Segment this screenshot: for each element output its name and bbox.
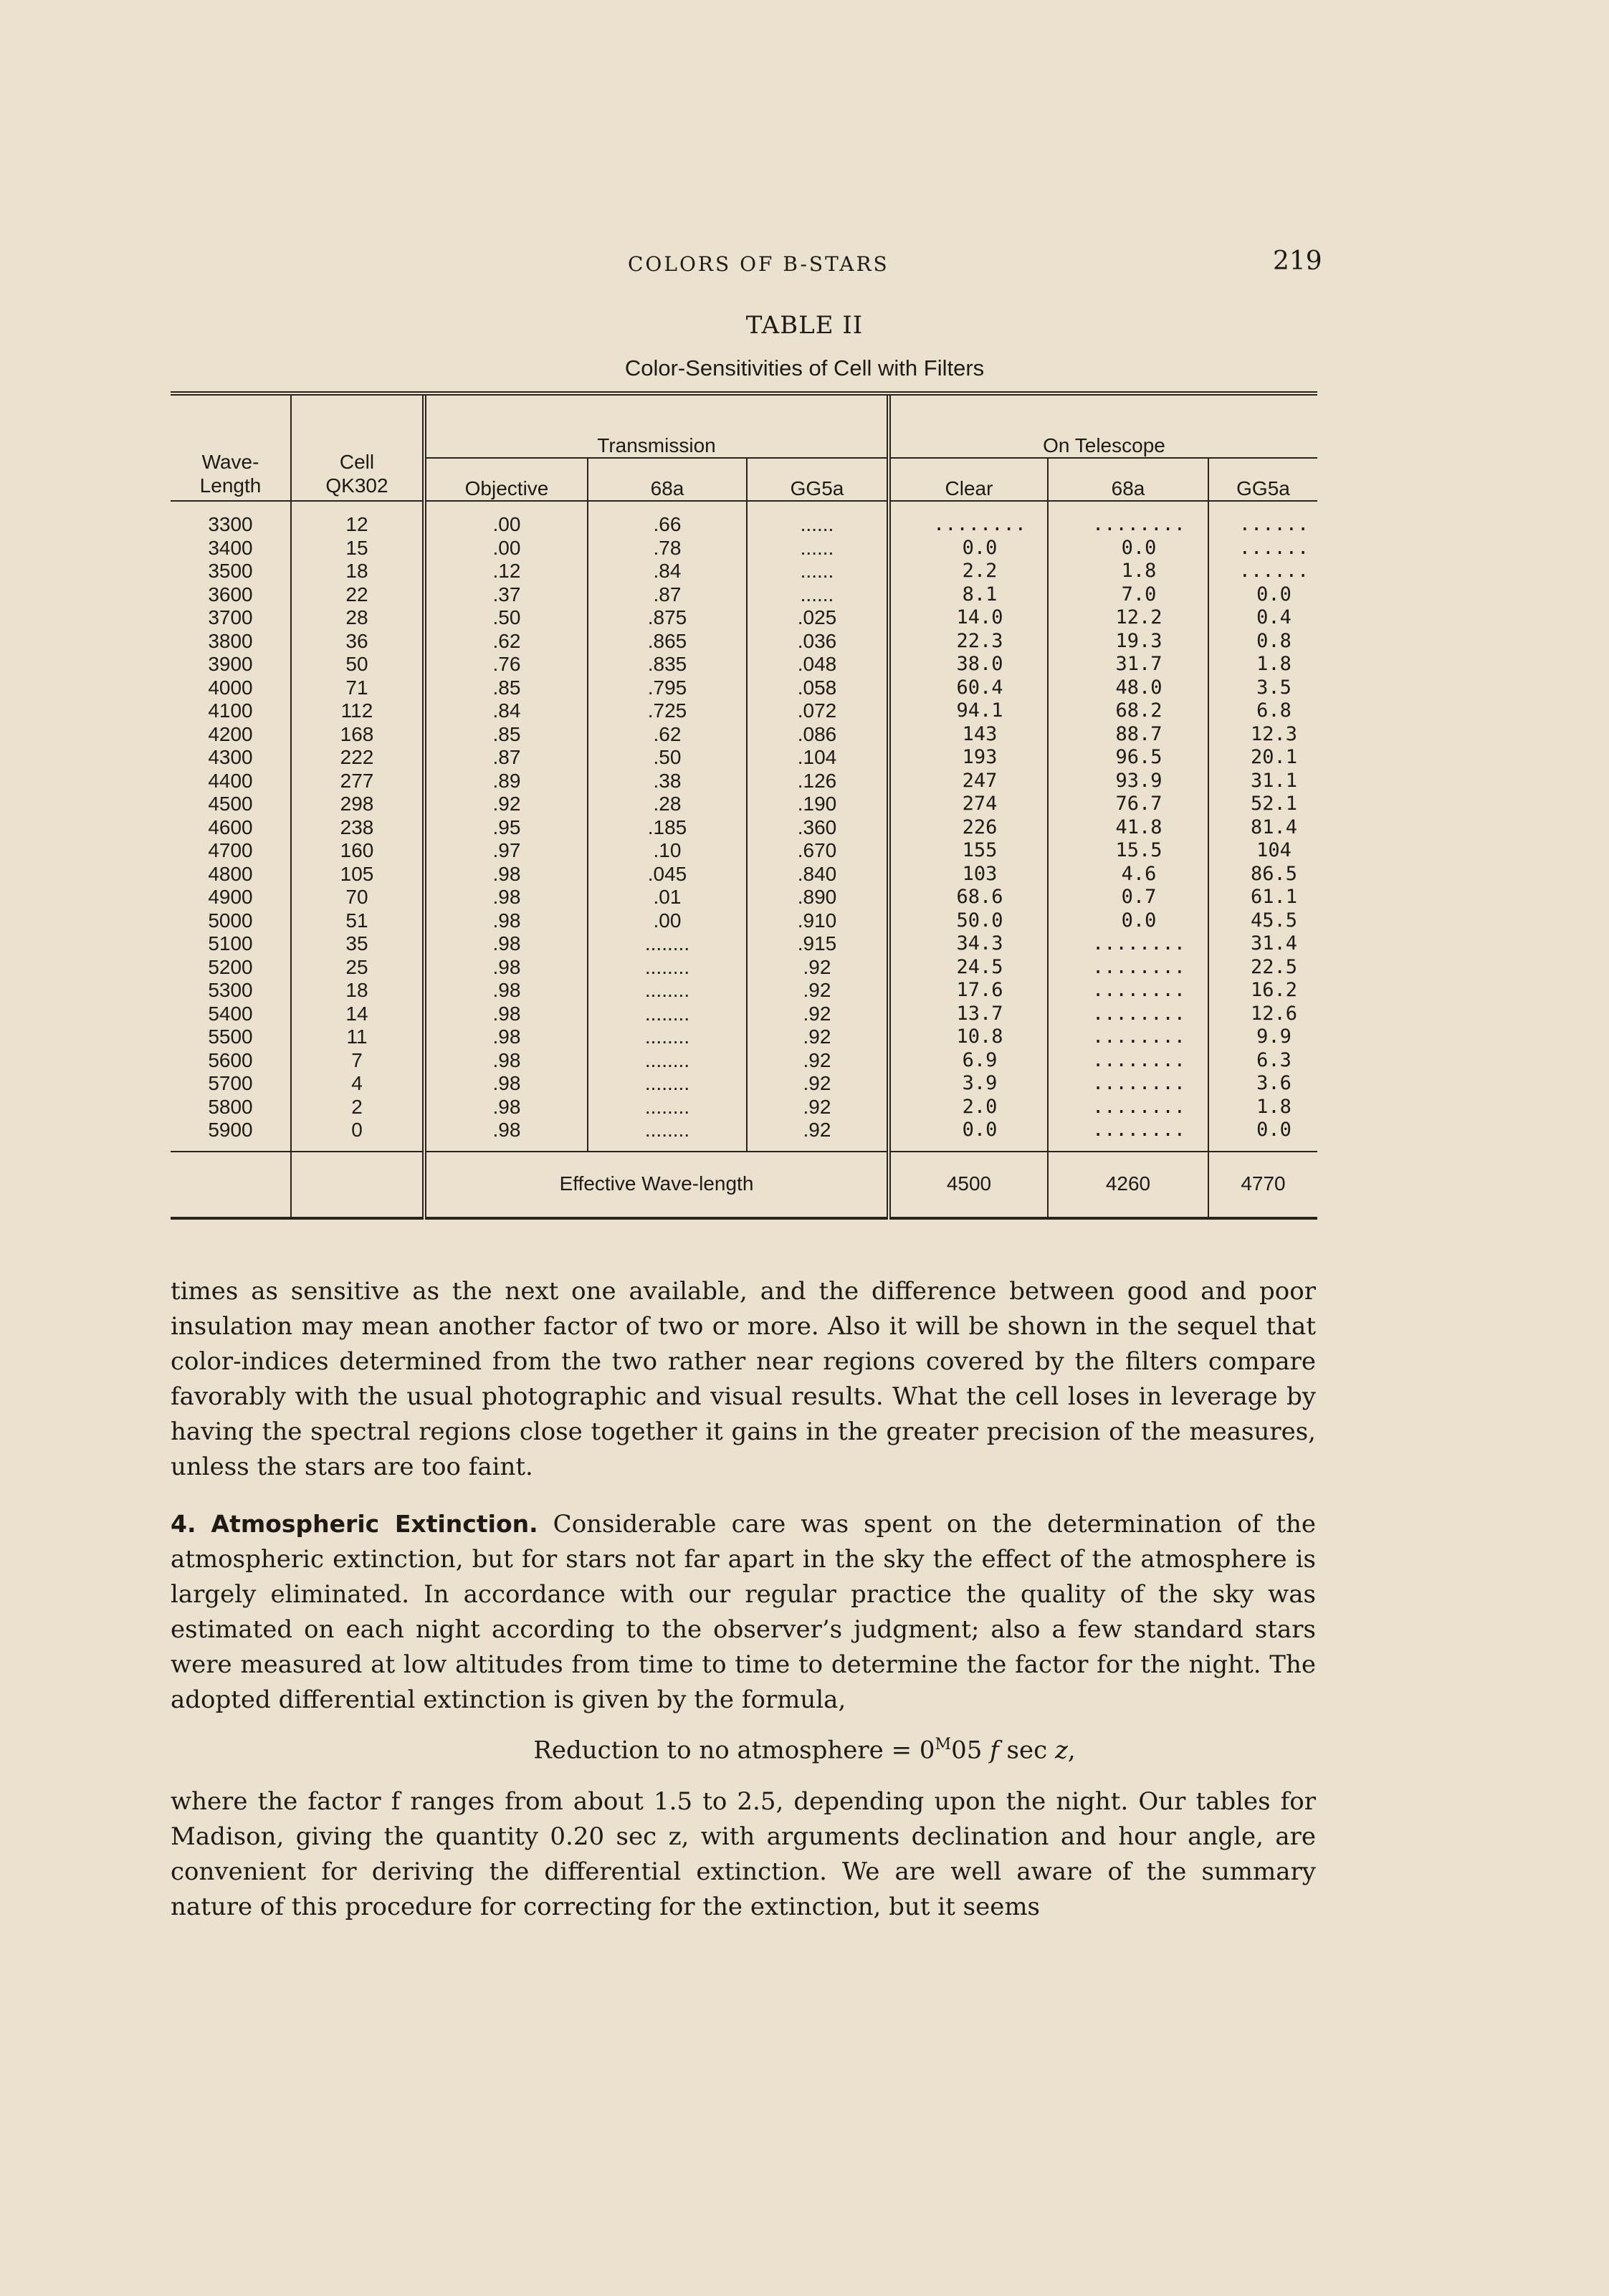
table-cell: .126 [747, 770, 889, 793]
table-cell: 5200 [208, 955, 253, 978]
table-cell: 22.3 [889, 630, 1048, 654]
table-cell: ........ [588, 956, 747, 980]
table-cell: 12.6 [1208, 1003, 1317, 1026]
table-cell: 60.4 [889, 676, 1048, 700]
table-cell: ........ [1048, 1119, 1208, 1152]
table-cell: 3800 [208, 629, 253, 652]
table-row [171, 839, 1317, 863]
table-cell: 0.0 [1208, 1119, 1317, 1152]
table-cell: ...... [747, 537, 889, 560]
paragraph-2-text: Considerable care was spent on the determination of the atmospheric extinction, but for stars not far apart in the sky the effect of the atmosphere is largely eliminated. In accordance with our regular practice the quality of the sky was estimated on each night according to the observer’s judgment; also a few standard stars were measured at low altitudes from time to time to determine the factor for the night. The adopted differential extinction is given by the formula, [171, 1510, 1317, 1714]
table-cell: 0.0 [1048, 537, 1208, 560]
table-cell: 112 [291, 699, 424, 723]
table-cell: 4700 [208, 839, 253, 861]
table-row [171, 537, 1317, 560]
table-cell: .92 [747, 1119, 889, 1152]
table-row [171, 630, 1317, 654]
table-cell: 71 [291, 676, 424, 700]
table-cell: 48.0 [1048, 676, 1208, 700]
table-cell: 3600 [208, 583, 253, 606]
table-cell: 6.9 [889, 1049, 1048, 1073]
table-cell: .98 [424, 1119, 588, 1152]
table-cell: ...... [747, 583, 889, 607]
table-cell: 4500 [208, 793, 253, 815]
table-cell: .190 [747, 793, 889, 816]
table-cell: 5600 [208, 1048, 253, 1071]
table-cell: 226 [889, 816, 1048, 840]
effective-blank-1 [171, 1152, 291, 1218]
table-row [171, 932, 1317, 956]
table-cell: 20.1 [1208, 746, 1317, 770]
table-cell: 4400 [208, 769, 253, 792]
table-cell: .66 [588, 501, 747, 537]
table-cell: 5400 [208, 1002, 253, 1025]
table-cell: .92 [747, 1025, 889, 1049]
table-row [171, 606, 1317, 630]
effective-gg5a: 4770 [1208, 1152, 1317, 1218]
table-cell: .795 [588, 676, 747, 700]
header-clear: Clear [889, 458, 1048, 501]
table-cell: 7.0 [1048, 583, 1208, 607]
table-cell: 11 [291, 1025, 424, 1049]
running-head: COLORS OF B-STARS [628, 252, 889, 276]
effective-wavelength-label: Effective Wave-length [424, 1152, 889, 1218]
table-cell: 36 [291, 630, 424, 654]
table-cell: 52.1 [1208, 793, 1317, 816]
table-cell: .360 [747, 816, 889, 840]
table-cell: .87 [588, 583, 747, 607]
table-row [171, 1025, 1317, 1049]
table-cell: .98 [424, 1003, 588, 1026]
table-cell: ........ [588, 1003, 747, 1026]
table-cell: 61.1 [1208, 886, 1317, 909]
table-cell: .840 [747, 863, 889, 886]
table-cell: .01 [588, 886, 747, 909]
table-cell: ........ [588, 1072, 747, 1096]
table-cell: .95 [424, 816, 588, 840]
table-row [171, 1049, 1317, 1073]
table-cell: 28 [291, 606, 424, 630]
table-cell: ........ [889, 501, 1048, 537]
table-cell: 0.0 [1048, 909, 1208, 933]
table-cell: 34.3 [889, 932, 1048, 956]
table-cell: .00 [424, 501, 588, 537]
table-cell: 16.2 [1208, 979, 1317, 1003]
header-objective: Objective [424, 458, 588, 501]
table-row [171, 501, 1317, 537]
table-cell: 18 [291, 979, 424, 1003]
header-gg5a: GG5a [747, 458, 889, 501]
table-cell: 0.0 [889, 1119, 1048, 1152]
table-cell: 5300 [208, 979, 253, 1001]
table-cell: .036 [747, 630, 889, 654]
table-cell: .98 [424, 863, 588, 886]
table-cell: 3400 [208, 536, 253, 559]
table-cell: 12 [291, 501, 424, 537]
table-cell: .835 [588, 653, 747, 676]
table-cell: 5700 [208, 1072, 253, 1094]
table-cell: .28 [588, 793, 747, 816]
table-cell: .98 [424, 932, 588, 956]
table-cell: 5800 [208, 1095, 253, 1118]
table-cell: 238 [291, 816, 424, 840]
table-cell: 76.7 [1048, 793, 1208, 816]
table-cell: ...... [747, 501, 889, 537]
table-cell: 5500 [208, 1025, 253, 1048]
table-row [171, 1003, 1317, 1026]
table-cell: 103 [889, 863, 1048, 886]
table-row [171, 583, 1317, 607]
table-cell: .50 [588, 746, 747, 770]
section-title: Atmospheric Extinction. [211, 1510, 538, 1538]
paragraph-3: where the factor f ranges from about 1.5 to 2.5, depending upon the night. Our tables for Madison, giving the quantity 0.20 sec z, with arguments declination and hour angle, are convenient for deriving the differential extinction. We are well aware of the summary nature of this procedure for correcting for the extinction, but it seems [171, 1787, 1316, 1921]
table-cell: 50 [291, 653, 424, 676]
table-cell: .915 [747, 932, 889, 956]
table-cell: 31.7 [1048, 653, 1208, 676]
table-cell: 4300 [208, 746, 253, 768]
table-cell: ...... [1208, 501, 1317, 537]
table-cell: 0 [291, 1119, 424, 1152]
table-cell: 22 [291, 583, 424, 607]
table-cell: 13.7 [889, 1003, 1048, 1026]
table-cell: ........ [588, 1049, 747, 1073]
table-cell: 2.2 [889, 560, 1048, 583]
table-row [171, 770, 1317, 793]
table-cell: ........ [1048, 956, 1208, 980]
table-cell: ...... [1208, 560, 1317, 583]
table-row [171, 653, 1317, 676]
table-cell: .62 [588, 723, 747, 747]
table-cell: 104 [1208, 839, 1317, 863]
table-cell: 6.3 [1208, 1049, 1317, 1073]
table-cell: .76 [424, 653, 588, 676]
table-cell: 277 [291, 770, 424, 793]
table-cell: .875 [588, 606, 747, 630]
table-cell: ........ [588, 1096, 747, 1119]
table-cell: ........ [1048, 932, 1208, 956]
table-row [171, 1119, 1317, 1152]
table-cell: ........ [588, 1119, 747, 1152]
table-cell: .865 [588, 630, 747, 654]
table-cell: 93.9 [1048, 770, 1208, 793]
table-cell: .910 [747, 909, 889, 933]
table-cell: 247 [889, 770, 1048, 793]
table-cell: 70 [291, 886, 424, 909]
table-cell: .37 [424, 583, 588, 607]
table-cell: 3500 [208, 560, 253, 582]
table-cell: 15 [291, 537, 424, 560]
table-cell: 0.0 [889, 537, 1048, 560]
header-cell: Cell QK302 [291, 396, 424, 501]
table-row [171, 1072, 1317, 1096]
header-on-telescope: On Telescope [889, 396, 1317, 458]
table-cell: ........ [1048, 1096, 1208, 1119]
table-cell: ........ [1048, 1025, 1208, 1049]
table-cell: 50.0 [889, 909, 1048, 933]
table-cell: 51 [291, 909, 424, 933]
table-cell: .87 [424, 746, 588, 770]
table-cell: 0.8 [1208, 630, 1317, 654]
table-cell: 24.5 [889, 956, 1048, 980]
table-cell: 3.5 [1208, 676, 1317, 700]
paragraph-1: times as sensitive as the next one available, and the difference between good and poor insulation may mean another factor of two or more. Also it will be shown in the sequel that color-indices determined from the two rather near regions covered by the filters compare favorably with the usual photographic and visual results. What the cell loses in leverage by having the spectral regions close together it gains in the greater precision of the measures, unless the stars are too faint. [171, 1277, 1316, 1481]
table-cell: .85 [424, 723, 588, 747]
table-cell: .890 [747, 886, 889, 909]
table-cell: 5100 [208, 932, 253, 955]
table-row [171, 699, 1317, 723]
table-cell: 2.0 [889, 1096, 1048, 1119]
table-cell: 31.1 [1208, 770, 1317, 793]
table-cell: 0.0 [1208, 583, 1317, 607]
table-cell: ...... [1208, 537, 1317, 560]
table-cell: .104 [747, 746, 889, 770]
table-cell: 5900 [208, 1119, 253, 1141]
table-cell: 1.8 [1048, 560, 1208, 583]
table-cell: 4.6 [1048, 863, 1208, 886]
table-cell: .92 [747, 1049, 889, 1073]
section-number: 4. [171, 1510, 196, 1538]
table-cell: 22.5 [1208, 956, 1317, 980]
table-row [171, 723, 1317, 747]
table-cell: .50 [424, 606, 588, 630]
table-cell: 0.7 [1048, 886, 1208, 909]
table-cell: .89 [424, 770, 588, 793]
table-cell: 274 [889, 793, 1048, 816]
paragraph-2 [171, 1506, 1316, 1718]
table-cell: 17.6 [889, 979, 1048, 1003]
table-cell: .045 [588, 863, 747, 886]
table-cell: 15.5 [1048, 839, 1208, 863]
table-row [171, 863, 1317, 886]
table-cell: .98 [424, 956, 588, 980]
page-number: 219 [1273, 247, 1322, 276]
table-row [171, 816, 1317, 840]
table-row [171, 793, 1317, 816]
table-cell: .048 [747, 653, 889, 676]
table-cell: .12 [424, 560, 588, 583]
header-telescope-gg5a: GG5a [1208, 458, 1317, 501]
table-cell: .00 [588, 909, 747, 933]
table-cell: 3900 [208, 653, 253, 675]
table-cell: 4800 [208, 862, 253, 885]
table-cell: 193 [889, 746, 1048, 770]
table-title: TABLE II [745, 311, 864, 340]
table-cell: 4100 [208, 699, 253, 722]
table-cell: .62 [424, 630, 588, 654]
table-cell: 68.2 [1048, 699, 1208, 723]
table-cell: .97 [424, 839, 588, 863]
table-cell: 222 [291, 746, 424, 770]
table-row [171, 746, 1317, 770]
table-cell: 3300 [208, 513, 253, 535]
table-cell: ........ [1048, 1003, 1208, 1026]
table-cell: 1.8 [1208, 1096, 1317, 1119]
table-cell: 94.1 [889, 699, 1048, 723]
table-row [171, 956, 1317, 980]
table-cell: 45.5 [1208, 909, 1317, 933]
header-wavelength: Wave- Length [171, 396, 291, 501]
header-transmission: Transmission [424, 396, 889, 458]
extinction-formula: Reduction to no atmosphere = $0^M05$ f sec z, [533, 1736, 1076, 1765]
table-cell: .85 [424, 676, 588, 700]
table-cell: 4000 [208, 676, 253, 699]
data-table [171, 391, 1317, 1220]
table-cell: .185 [588, 816, 747, 840]
table-cell: 38.0 [889, 653, 1048, 676]
table-cell: .92 [747, 1003, 889, 1026]
table-cell: .725 [588, 699, 747, 723]
table-cell: 14.0 [889, 606, 1048, 630]
table-cell: ........ [1048, 979, 1208, 1003]
table-cell: 3.6 [1208, 1072, 1317, 1096]
table-cell: 3700 [208, 606, 253, 628]
table-cell: .92 [747, 1096, 889, 1119]
table-cell: 10.8 [889, 1025, 1048, 1049]
table-cell: .086 [747, 723, 889, 747]
table-cell: 41.8 [1048, 816, 1208, 840]
table-cell: .98 [424, 979, 588, 1003]
table-cell: .98 [424, 1096, 588, 1119]
table-cell: 68.6 [889, 886, 1048, 909]
table-cell: .92 [747, 979, 889, 1003]
table-cell: .84 [424, 699, 588, 723]
table-cell: 86.5 [1208, 863, 1317, 886]
table-cell: 14 [291, 1003, 424, 1026]
table-cell: .058 [747, 676, 889, 700]
table-cell: ...... [747, 560, 889, 583]
table-caption: Color-Sensitivities of Cell with Filters [624, 355, 985, 381]
table-cell: 155 [889, 839, 1048, 863]
table-cell: ........ [1048, 1072, 1208, 1096]
table-cell: 0.4 [1208, 606, 1317, 630]
table-row [171, 560, 1317, 583]
table-cell: ........ [588, 932, 747, 956]
table-row [171, 676, 1317, 700]
table-cell: .072 [747, 699, 889, 723]
table-cell: 12.3 [1208, 723, 1317, 747]
effective-68a: 4260 [1048, 1152, 1208, 1218]
table-cell: 31.4 [1208, 932, 1317, 956]
table-cell: 3.9 [889, 1072, 1048, 1096]
effective-blank-2 [291, 1152, 424, 1218]
table-cell: 4200 [208, 722, 253, 745]
table-row [171, 909, 1317, 933]
table-cell: 19.3 [1048, 630, 1208, 654]
table-cell: 160 [291, 839, 424, 863]
table-cell: 88.7 [1048, 723, 1208, 747]
table-cell: 25 [291, 956, 424, 980]
table-cell: 4 [291, 1072, 424, 1096]
table-row [171, 886, 1317, 909]
table-cell: .84 [588, 560, 747, 583]
table-cell: 18 [291, 560, 424, 583]
effective-clear: 4500 [889, 1152, 1048, 1218]
table-cell: 4900 [208, 886, 253, 908]
table-cell: ........ [588, 1025, 747, 1049]
table-cell: .98 [424, 1072, 588, 1096]
header-68a: 68a [588, 458, 747, 501]
table-cell: 7 [291, 1049, 424, 1073]
table-cell: 96.5 [1048, 746, 1208, 770]
table-row [171, 1096, 1317, 1119]
table-cell: .92 [747, 1072, 889, 1096]
table-cell: 4600 [208, 815, 253, 838]
table-cell: 8.1 [889, 583, 1048, 607]
table-cell: 6.8 [1208, 699, 1317, 723]
table-cell: 5000 [208, 909, 253, 932]
table-cell: 143 [889, 723, 1048, 747]
table-cell: .98 [424, 1025, 588, 1049]
table-cell: ........ [588, 979, 747, 1003]
table-cell: 81.4 [1208, 816, 1317, 840]
table-cell: 2 [291, 1096, 424, 1119]
table-cell: .38 [588, 770, 747, 793]
table-cell: 105 [291, 863, 424, 886]
table-cell: .670 [747, 839, 889, 863]
table-cell: .92 [747, 956, 889, 980]
table-cell: ........ [1048, 501, 1208, 537]
table-cell: 168 [291, 723, 424, 747]
table-cell: 35 [291, 932, 424, 956]
table-cell: 298 [291, 793, 424, 816]
table-cell: .98 [424, 886, 588, 909]
table-cell: .025 [747, 606, 889, 630]
table-cell: .10 [588, 839, 747, 863]
table-cell: ........ [1048, 1049, 1208, 1073]
table-cell: 12.2 [1048, 606, 1208, 630]
table-cell: .98 [424, 909, 588, 933]
table-cell: .92 [424, 793, 588, 816]
table-cell: .00 [424, 537, 588, 560]
table-cell: .78 [588, 537, 747, 560]
table-row [171, 979, 1317, 1003]
table-cell: 1.8 [1208, 653, 1317, 676]
header-telescope-68a: 68a [1048, 458, 1208, 501]
table-cell: .98 [424, 1049, 588, 1073]
table-cell: 9.9 [1208, 1025, 1317, 1049]
